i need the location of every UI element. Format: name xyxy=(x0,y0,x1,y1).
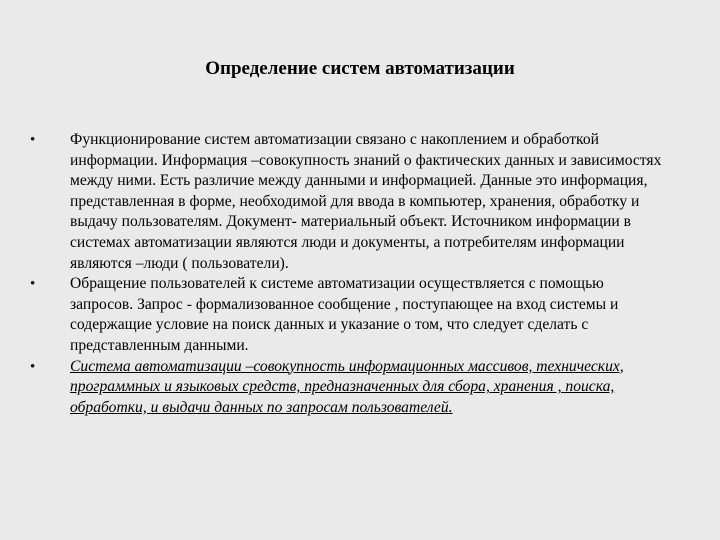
bullet-icon: • xyxy=(30,358,36,375)
slide-title: Определение систем автоматизации xyxy=(205,58,515,79)
bullet-item xyxy=(30,130,670,274)
bullet-list xyxy=(30,130,670,418)
bullet-text-definition: Система автоматизации –совокупность информационных массивов, технических, программных и языковых средств, предназначенных для сбора, хранения , поиска, обработки, и выдачи данных по запросам пользователей. xyxy=(70,357,624,416)
bullet-text: Обращение пользователей к системе автоматизации осуществляется с помощью запросов. Запрос - формализованное сообщение , поступающее на вход системы и содержащие условие на поиск данных и указание о том, что следует сделать с представленным данными. xyxy=(70,275,619,354)
bullet-item xyxy=(30,274,670,356)
bullet-icon: • xyxy=(30,276,36,293)
bullet-icon: • xyxy=(30,132,36,148)
bullet-text: Функционирование систем автоматизации связано с накоплением и обработкой информации. Информация –совокупность знаний о фактических данных и зависимостях между ними. Есть различие между данными и информацией. Данные это информация, представленная в форме, необходимой для ввода в компьютер, хранения, обработку и выдачу пользователям. Документ- материальный объект. Источником информации в системах автоматизации являются люди и документы, а потребителям информации являются –люди ( пользователи). xyxy=(70,131,662,272)
bullet-item-definition xyxy=(30,357,670,419)
